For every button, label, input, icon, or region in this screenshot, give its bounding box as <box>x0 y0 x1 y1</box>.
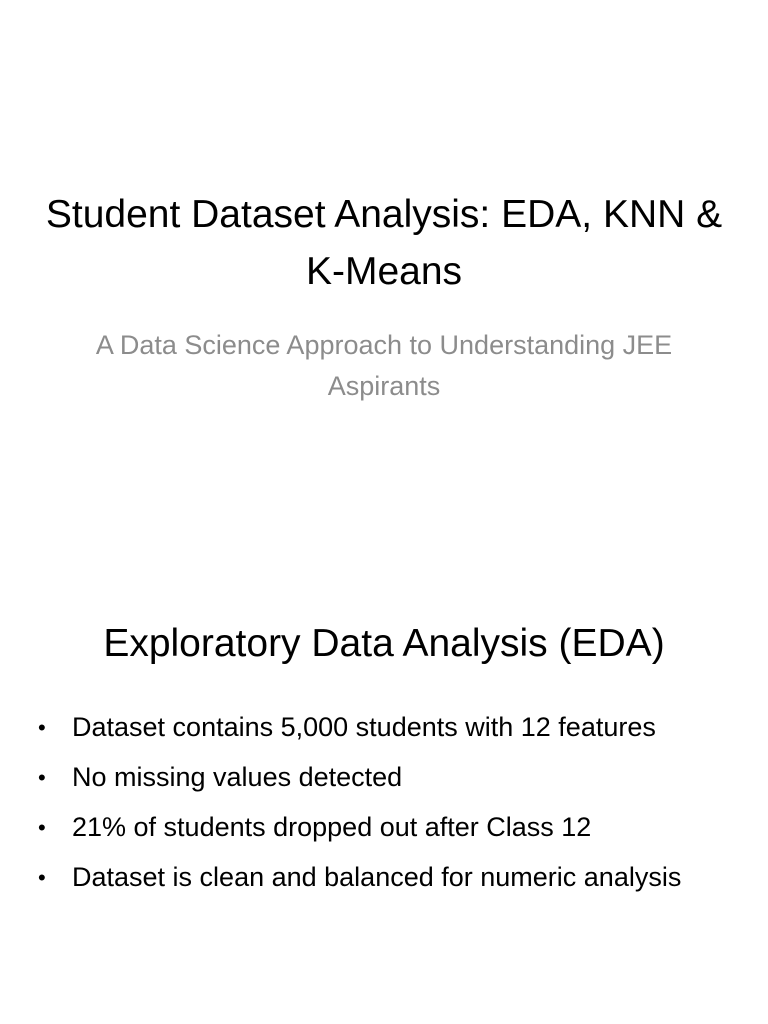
bullet-text: Dataset is clean and balanced for numeric analysis <box>72 862 682 892</box>
bullet-text: No missing values detected <box>72 762 403 792</box>
bullet-dot-icon: • <box>38 865 46 890</box>
slide-title: Student Dataset Analysis: EDA, KNN & K-Means <box>45 193 723 293</box>
bullet-text: Dataset contains 5,000 students with 12 features <box>72 712 656 742</box>
eda-slide <box>0 576 768 1024</box>
bullet-dot-icon: • <box>38 715 46 740</box>
slide-subtitle: A Data Science Approach to Understanding JEE Aspirants <box>95 330 673 401</box>
bullet-item <box>38 857 718 898</box>
bullet-item <box>38 757 718 798</box>
bullet-dot-icon: • <box>38 765 46 790</box>
bullet-list <box>38 707 718 907</box>
bullet-dot-icon: • <box>38 815 46 840</box>
slide-heading: Exploratory Data Analysis (EDA) <box>103 622 665 665</box>
bullet-text: 21% of students dropped out after Class 12 <box>72 812 592 842</box>
bullet-item <box>38 707 718 748</box>
bullet-item <box>38 807 718 848</box>
